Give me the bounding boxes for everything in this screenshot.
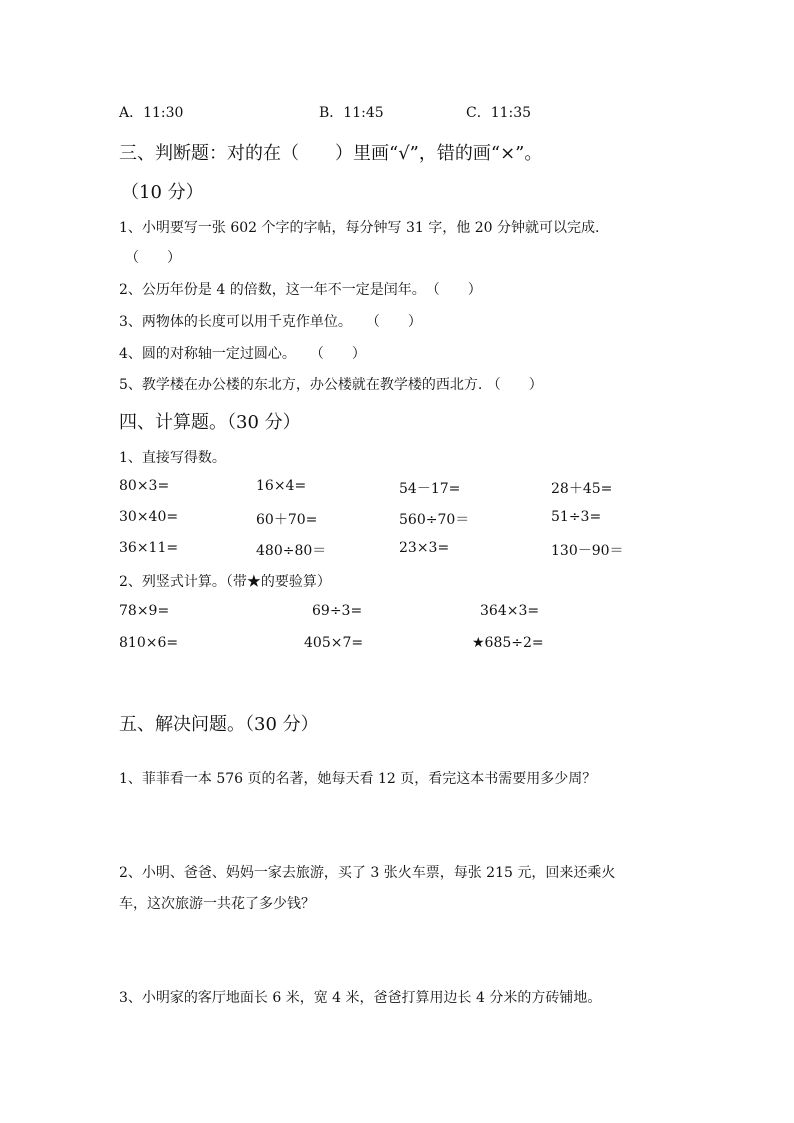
vertical-calc-cell: 405×7= (304, 635, 364, 651)
calc-cell: 80×3= (119, 478, 170, 494)
calc-cell: 130－90＝ (551, 543, 624, 559)
section5-question-1: 1、菲菲看一本 576 页的名著，她每天看 12 页，看完这本书需要用多少周？ (119, 771, 597, 787)
calc-cell: 560÷70＝ (399, 512, 470, 528)
calc-cell: 16×4= (256, 478, 307, 494)
section5-question-2-line1: 2、小明、爸爸、妈妈一家去旅游，买了 3 张火车票，每张 215 元，回来还乘火 (119, 865, 616, 881)
vertical-calc-cell: 810×6= (119, 635, 179, 651)
section3-heading: 三、判断题：对的在（ ）里画“√”，错的画“×”。 (119, 143, 543, 164)
section4-sub2: 2、列竖式计算。（带★的要验算） (119, 574, 331, 590)
calc-cell: 51÷3= (551, 509, 602, 525)
choice-a: A．11:30 (119, 105, 184, 121)
section3-score: （10 分） (121, 182, 204, 203)
vertical-calc-cell: ★685÷2= (472, 635, 544, 651)
calc-cell: 23×3= (399, 540, 450, 556)
calc-cell: 36×11= (119, 540, 179, 556)
section3-item-1-blank: （ ） (125, 250, 181, 266)
section3-item-5: 5、教学楼在办公楼的东北方，办公楼就在教学楼的西北方. （ ） (119, 377, 543, 393)
vertical-calc-cell: 69÷3= (312, 603, 363, 619)
section4-heading: 四、计算题。（30 分） (119, 412, 301, 433)
section3-item-3: 3、两物体的长度可以用千克作单位。 （ ） (119, 314, 422, 330)
calc-cell: 54－17= (399, 481, 461, 497)
section4-sub1: 1、直接写得数。 (119, 450, 226, 466)
choice-b: B．11:45 (319, 105, 384, 121)
section3-item-2: 2、公历年份是 4 的倍数，这一年不一定是闰年。 （ ） (119, 282, 482, 298)
calc-cell: 28＋45= (551, 481, 613, 497)
calc-cell: 480÷80＝ (256, 543, 327, 559)
section5-question-2-line2: 车，这次旅游一共花了多少钱？ (119, 896, 315, 912)
calc-cell: 30×40= (119, 509, 179, 525)
vertical-calc-cell: 364×3= (480, 603, 540, 619)
section5-question-3: 3、小明家的客厅地面长 6 米，宽 4 米，爸爸打算用边长 4 分米的方砖铺地。 (119, 990, 602, 1006)
section3-item-4: 4、圆的对称轴一定过圆心。 （ ） (119, 346, 366, 362)
section3-item-1: 1、小明要写一张 602 个字的字帖，每分钟写 31 字，他 20 分钟就可以完成. (119, 220, 600, 236)
section5-heading: 五、解决问题。（30 分） (119, 714, 319, 735)
choice-c: C．11:35 (466, 105, 532, 121)
calc-cell: 60＋70= (256, 512, 318, 528)
vertical-calc-cell: 78×9= (119, 603, 170, 619)
